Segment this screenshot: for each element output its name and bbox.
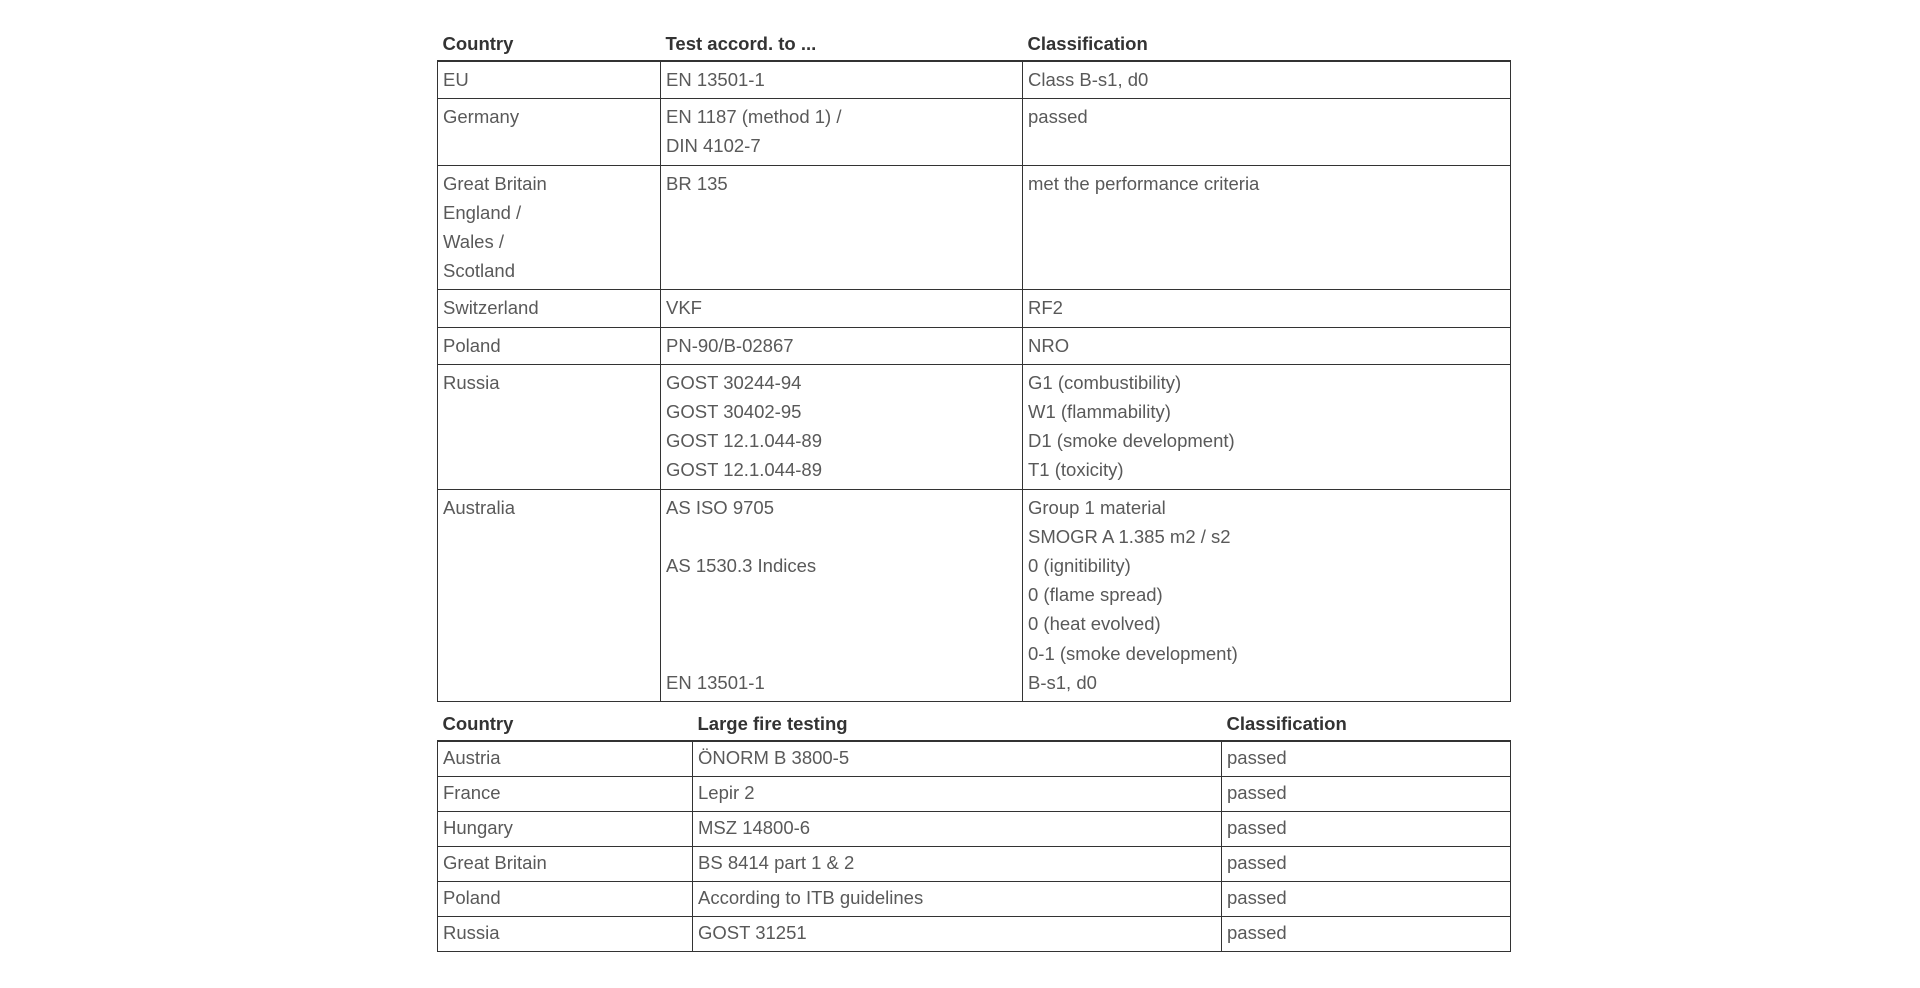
cell-classification [1023,61,1511,99]
cell-country: Poland [438,882,693,917]
cell-test [661,290,1023,327]
cell-test: MSZ 14800-6 [693,812,1222,847]
cell-line: 0 (ignitibility) [1028,555,1131,577]
cell-country: Hungary [438,812,693,847]
cell-test [661,165,1023,290]
fire-test-table-body [438,61,1511,702]
cell-country [438,165,661,290]
table-row [438,882,1511,917]
cell-line: met the performance criteria [1028,172,1260,194]
cell-test: GOST 31251 [693,917,1222,952]
cell-line: RF2 [1028,297,1063,319]
table-row [438,741,1511,777]
cell-line: Russia [443,371,500,393]
fire-test-table [437,28,1511,702]
table-row [438,777,1511,812]
cell-country: Austria [438,741,693,777]
header-country: Country [438,708,693,741]
table-header-row [438,28,1511,61]
cell-line: GOST 12.1.044-89 [666,430,822,452]
cell-classification: passed [1222,741,1511,777]
cell-line: AS 1530.3 Indices [666,555,817,577]
cell-country [438,99,661,165]
large-fire-table [437,708,1511,952]
cell-test [661,327,1023,364]
cell-line [666,609,1017,638]
cell-line [666,639,1017,668]
cell-line: GOST 30402-95 [666,401,802,423]
cell-classification: passed [1222,882,1511,917]
header-classification: Classification [1222,708,1511,741]
cell-country [438,364,661,489]
cell-country [438,290,661,327]
cell-classification [1023,327,1511,364]
cell-classification [1023,99,1511,165]
table-row [438,99,1511,165]
cell-line: SMOGR A 1.385 m2 / s2 [1028,525,1231,547]
cell-line: VKF [666,297,702,319]
cell-line: Australia [443,496,515,518]
cell-classification [1023,489,1511,701]
cell-line: 0 (flame spread) [1028,584,1163,606]
cell-line: Poland [443,334,501,356]
cell-classification: passed [1222,777,1511,812]
cell-line: EN 13501-1 [666,69,765,90]
cell-line: EN 13501-1 [666,671,765,693]
cell-country: Great Britain [438,847,693,882]
cell-line: EN 1187 (method 1) / [666,106,842,128]
table-row [438,165,1511,290]
cell-line: Wales / [443,231,504,253]
large-fire-table-wrapper [437,708,1510,952]
cell-test: ÖNORM B 3800-5 [693,741,1222,777]
cell-test [661,489,1023,701]
cell-line: 0 (heat evolved) [1028,613,1161,635]
table-row [438,61,1511,99]
header-classification: Classification [1023,28,1511,61]
cell-line: Great Britain [443,172,547,194]
table-row [438,290,1511,327]
header-large-fire-testing: Large fire testing [693,708,1222,741]
cell-country: Russia [438,917,693,952]
cell-line: D1 (smoke development) [1028,430,1235,452]
cell-country [438,61,661,99]
cell-line: DIN 4102-7 [666,135,761,157]
cell-test [661,364,1023,489]
cell-line: Class B-s1, d0 [1028,69,1149,90]
cell-line: England / [443,201,522,223]
cell-line: B-s1, d0 [1028,671,1097,693]
table-row [438,917,1511,952]
cell-line: EU [443,69,469,90]
cell-line: T1 (toxicity) [1028,459,1124,481]
table-row [438,327,1511,364]
cell-line: Switzerland [443,297,539,319]
cell-line: Group 1 material [1028,496,1166,518]
cell-test: According to ITB guidelines [693,882,1222,917]
cell-test: BS 8414 part 1 & 2 [693,847,1222,882]
cell-country [438,327,661,364]
cell-classification [1023,165,1511,290]
cell-test [661,99,1023,165]
header-country: Country [438,28,661,61]
cell-line [666,580,1017,609]
table-header-row [438,708,1511,741]
cell-line: NRO [1028,334,1070,356]
cell-line: GOST 30244-94 [666,371,802,393]
cell-classification [1023,290,1511,327]
cell-line: BR 135 [666,172,728,194]
cell-classification [1023,364,1511,489]
cell-line: GOST 12.1.044-89 [666,459,822,481]
table-row [438,847,1511,882]
cell-line: W1 (flammability) [1028,401,1171,423]
cell-test: Lepir 2 [693,777,1222,812]
table-row [438,812,1511,847]
table-row [438,364,1511,489]
cell-line: passed [1028,106,1088,128]
cell-country: France [438,777,693,812]
table-row [438,489,1511,701]
cell-classification: passed [1222,847,1511,882]
cell-classification: passed [1222,812,1511,847]
cell-line: AS ISO 9705 [666,496,774,518]
header-test: Test accord. to ... [661,28,1023,61]
cell-line: 0-1 (smoke development) [1028,642,1238,664]
cell-classification: passed [1222,917,1511,952]
cell-line: Germany [443,106,520,128]
cell-line: G1 (combustibility) [1028,371,1182,393]
cell-line: Scotland [443,260,515,282]
cell-line: PN-90/B-02867 [666,334,794,356]
fire-test-table-wrapper [437,28,1510,702]
large-fire-table-body [438,741,1511,952]
cell-country [438,489,661,701]
cell-line [666,522,1017,551]
cell-test [661,61,1023,99]
